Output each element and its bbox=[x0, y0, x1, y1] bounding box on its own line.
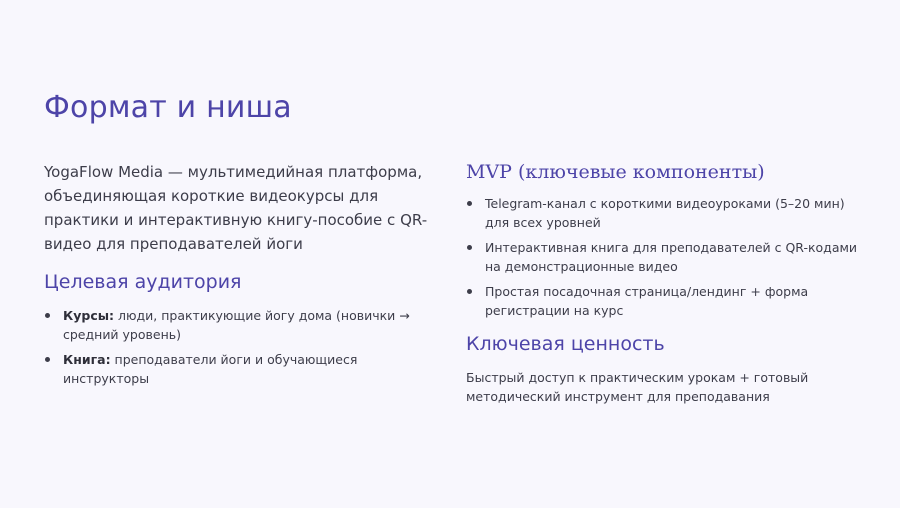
right-column bbox=[466, 158, 866, 406]
list-item bbox=[466, 282, 866, 320]
bullet-dot-icon bbox=[45, 313, 50, 318]
list-item bbox=[44, 306, 444, 344]
left-column bbox=[44, 160, 444, 394]
list-item bbox=[466, 194, 866, 232]
audience-text: люди, практикующие йогу дома (новички → средний уровень) bbox=[63, 308, 410, 342]
audience-heading: Целевая аудитория bbox=[44, 271, 242, 293]
audience-label: Курсы: bbox=[63, 308, 115, 323]
slide-title: Формат и ниша bbox=[44, 90, 292, 125]
list-item bbox=[466, 238, 866, 276]
intro-paragraph: YogaFlow Media — мультимедийная платформа, объединяющая короткие видеокурсы для практики и интерактивную книгу-пособие с QR-видео для преподавателей йоги bbox=[44, 163, 428, 253]
list-item bbox=[44, 350, 444, 388]
bullet-dot-icon bbox=[45, 357, 50, 362]
mvp-item-text: Простая посадочная страница/лендинг + форма регистрации на курс bbox=[485, 284, 809, 318]
mvp-item-text: Интерактивная книга для преподавателей с QR-кодами на демонстрационные видео bbox=[485, 240, 858, 274]
audience-list bbox=[44, 306, 444, 388]
value-text: Быстрый доступ к практическим урокам + готовый методический инструмент для преподавания bbox=[466, 370, 809, 404]
bullet-dot-icon bbox=[467, 245, 472, 250]
audience-text: преподаватели йоги и обучающиеся инструкторы bbox=[63, 352, 358, 386]
mvp-heading: MVP (ключевые компоненты) bbox=[466, 161, 765, 183]
bullet-dot-icon bbox=[467, 289, 472, 294]
mvp-item-text: Telegram-канал с короткими видеоуроками (5–20 мин) для всех уровней bbox=[485, 196, 845, 230]
bullet-dot-icon bbox=[467, 201, 472, 206]
audience-label: Книга: bbox=[63, 352, 111, 367]
value-heading: Ключевая ценность bbox=[466, 333, 665, 355]
mvp-list bbox=[466, 194, 866, 320]
